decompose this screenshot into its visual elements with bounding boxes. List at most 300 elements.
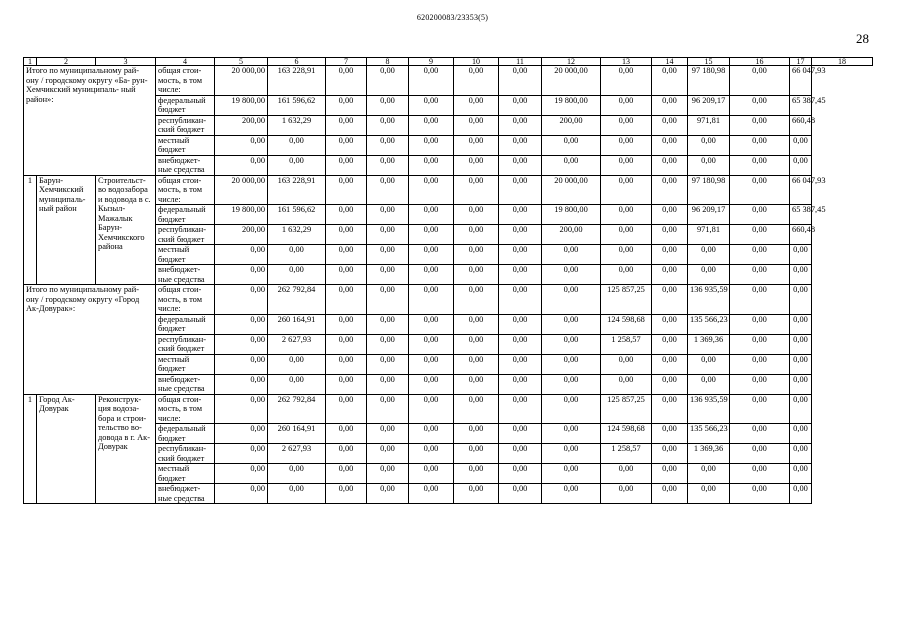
item-row	[24, 394, 873, 424]
amount-cell: 0,00	[730, 354, 790, 374]
amount-cell: 0,00	[268, 374, 326, 394]
amount-cell: 0,00	[730, 205, 790, 225]
amount-cell: 2 627,93	[268, 444, 326, 464]
amount-cell: 0,00	[409, 115, 454, 135]
amount-cell: 20 000,00	[542, 66, 601, 96]
amount-cell: 0,00	[367, 394, 409, 424]
amount-cell: 200,00	[215, 225, 268, 245]
amount-cell: 19 800,00	[215, 205, 268, 225]
amount-cell: 0,00	[688, 245, 730, 265]
column-number: 16	[730, 58, 790, 66]
amount-cell: 0,00	[499, 464, 542, 484]
amount-cell: 97 180,98	[688, 66, 730, 96]
amount-cell: 0,00	[215, 245, 268, 265]
row-number: 1	[24, 394, 37, 504]
amount-cell: 0,00	[454, 314, 499, 334]
amount-cell: 0,00	[790, 285, 812, 315]
amount-cell: 96 209,17	[688, 205, 730, 225]
amount-cell: 0,00	[730, 444, 790, 464]
amount-cell: 0,00	[326, 115, 367, 135]
amount-cell: 0,00	[601, 175, 652, 205]
amount-cell: 0,00	[409, 424, 454, 444]
amount-cell: 0,00	[542, 285, 601, 315]
amount-cell: 0,00	[454, 205, 499, 225]
amount-cell: 0,00	[367, 155, 409, 175]
column-number: 11	[499, 58, 542, 66]
amount-cell: 0,00	[652, 205, 688, 225]
column-number: 10	[454, 58, 499, 66]
amount-cell: 0,00	[454, 175, 499, 205]
amount-cell: 0,00	[367, 66, 409, 96]
amount-cell: 20 000,00	[215, 66, 268, 96]
amount-cell: 0,00	[542, 424, 601, 444]
funding-source-label: федеральный бюджет	[156, 424, 215, 444]
amount-cell: 0,00	[367, 265, 409, 285]
funding-source-label: общая стои- мость, в том числе:	[156, 285, 215, 315]
column-number: 2	[37, 58, 96, 66]
amount-cell: 2 627,93	[268, 334, 326, 354]
amount-cell: 0,00	[409, 95, 454, 115]
amount-cell: 0,00	[542, 464, 601, 484]
amount-cell: 200,00	[215, 115, 268, 135]
amount-cell: 262 792,84	[268, 394, 326, 424]
funding-source-label: внебюджет- ные средства	[156, 484, 215, 504]
amount-cell: 96 209,17	[688, 95, 730, 115]
amount-cell: 0,00	[730, 66, 790, 96]
amount-cell: 0,00	[688, 155, 730, 175]
amount-cell: 0,00	[215, 354, 268, 374]
amount-cell: 0,00	[409, 285, 454, 315]
amount-cell: 0,00	[409, 334, 454, 354]
amount-cell: 0,00	[601, 66, 652, 96]
amount-cell: 0,00	[601, 205, 652, 225]
funding-source-label: республикан- ский бюджет	[156, 115, 215, 135]
amount-cell: 0,00	[730, 155, 790, 175]
amount-cell: 0,00	[542, 394, 601, 424]
amount-cell: 20 000,00	[215, 175, 268, 205]
column-number: 15	[688, 58, 730, 66]
amount-cell: 0,00	[499, 225, 542, 245]
amount-cell: 0,00	[499, 265, 542, 285]
amount-cell: 0,00	[499, 444, 542, 464]
amount-cell: 0,00	[688, 135, 730, 155]
funding-source-label: общая стои- мость, в том числе:	[156, 394, 215, 424]
amount-cell: 0,00	[652, 354, 688, 374]
column-number: 13	[601, 58, 652, 66]
column-number: 8	[367, 58, 409, 66]
amount-cell: 0,00	[454, 464, 499, 484]
amount-cell: 0,00	[326, 464, 367, 484]
amount-cell: 0,00	[499, 135, 542, 155]
amount-cell: 0,00	[367, 354, 409, 374]
amount-cell: 0,00	[601, 484, 652, 504]
amount-cell: 0,00	[367, 464, 409, 484]
amount-cell: 0,00	[499, 374, 542, 394]
amount-cell: 0,00	[268, 245, 326, 265]
amount-cell: 0,00	[454, 155, 499, 175]
amount-cell: 0,00	[730, 95, 790, 115]
amount-cell: 0,00	[730, 225, 790, 245]
amount-cell: 0,00	[326, 334, 367, 354]
amount-cell: 124 598,68	[601, 424, 652, 444]
amount-cell: 1 369,36	[688, 334, 730, 354]
amount-cell: 1 632,29	[268, 115, 326, 135]
amount-cell: 163 228,91	[268, 175, 326, 205]
amount-cell: 161 596,62	[268, 205, 326, 225]
amount-cell: 0,00	[215, 424, 268, 444]
amount-cell: 0,00	[268, 354, 326, 374]
amount-cell: 97 180,98	[688, 175, 730, 205]
amount-cell: 0,00	[730, 374, 790, 394]
funding-source-label: местный бюджет	[156, 245, 215, 265]
amount-cell: 0,00	[454, 424, 499, 444]
amount-cell: 0,00	[730, 334, 790, 354]
amount-cell: 0,00	[652, 424, 688, 444]
amount-cell: 0,00	[652, 66, 688, 96]
amount-cell: 124 598,68	[601, 314, 652, 334]
amount-cell: 0,00	[409, 175, 454, 205]
amount-cell: 0,00	[215, 314, 268, 334]
amount-cell: 0,00	[454, 265, 499, 285]
amount-cell: 0,00	[215, 155, 268, 175]
amount-cell: 0,00	[542, 374, 601, 394]
amount-cell: 1 369,36	[688, 444, 730, 464]
amount-cell: 0,00	[601, 265, 652, 285]
amount-cell: 125 857,25	[601, 285, 652, 315]
amount-cell: 0,00	[215, 444, 268, 464]
amount-cell: 0,00	[367, 205, 409, 225]
amount-cell: 0,00	[542, 334, 601, 354]
amount-cell: 65 387,45	[790, 205, 812, 225]
amount-cell: 0,00	[409, 66, 454, 96]
amount-cell: 0,00	[652, 285, 688, 315]
amount-cell: 0,00	[454, 66, 499, 96]
funding-source-label: внебюджет- ные средства	[156, 374, 215, 394]
amount-cell: 0,00	[367, 374, 409, 394]
amount-cell: 0,00	[326, 205, 367, 225]
amount-cell: 200,00	[542, 115, 601, 135]
amount-cell: 0,00	[499, 424, 542, 444]
amount-cell: 0,00	[499, 334, 542, 354]
column-number: 4	[156, 58, 215, 66]
amount-cell: 0,00	[790, 444, 812, 464]
amount-cell: 0,00	[409, 464, 454, 484]
amount-cell: 0,00	[454, 444, 499, 464]
amount-cell: 0,00	[367, 314, 409, 334]
amount-cell: 0,00	[542, 314, 601, 334]
amount-cell: 0,00	[499, 354, 542, 374]
amount-cell: 0,00	[652, 135, 688, 155]
amount-cell: 0,00	[499, 66, 542, 96]
amount-cell: 0,00	[367, 285, 409, 315]
amount-cell: 0,00	[499, 175, 542, 205]
amount-cell: 0,00	[454, 135, 499, 155]
amount-cell: 0,00	[326, 374, 367, 394]
amount-cell: 125 857,25	[601, 394, 652, 424]
amount-cell: 0,00	[601, 245, 652, 265]
funding-source-label: республикан- ский бюджет	[156, 334, 215, 354]
amount-cell: 0,00	[268, 464, 326, 484]
amount-cell: 0,00	[499, 285, 542, 315]
total-title: Итого по муниципальному рай- ону / городскому округу «Ба- рун-Хемчикский муниципаль- ный район»:	[24, 66, 156, 176]
amount-cell: 0,00	[652, 334, 688, 354]
amount-cell: 0,00	[790, 265, 812, 285]
funding-source-label: местный бюджет	[156, 135, 215, 155]
amount-cell: 0,00	[367, 175, 409, 205]
amount-cell: 0,00	[367, 484, 409, 504]
document-id: 620200083/23353(5)	[416, 13, 489, 22]
amount-cell: 161 596,62	[268, 95, 326, 115]
amount-cell: 0,00	[542, 484, 601, 504]
funding-source-label: внебюджет- ные средства	[156, 155, 215, 175]
amount-cell: 0,00	[652, 95, 688, 115]
amount-cell: 19 800,00	[542, 95, 601, 115]
amount-cell: 0,00	[326, 135, 367, 155]
amount-cell: 0,00	[367, 225, 409, 245]
column-number: 12	[542, 58, 601, 66]
amount-cell: 0,00	[454, 374, 499, 394]
amount-cell: 0,00	[601, 135, 652, 155]
amount-cell: 0,00	[268, 265, 326, 285]
amount-cell: 0,00	[499, 95, 542, 115]
amount-cell: 0,00	[326, 354, 367, 374]
amount-cell: 0,00	[652, 484, 688, 504]
amount-cell: 0,00	[409, 245, 454, 265]
amount-cell: 135 566,23	[688, 314, 730, 334]
amount-cell: 0,00	[454, 484, 499, 504]
amount-cell: 0,00	[499, 155, 542, 175]
total-title: Итого по муниципальному рай- ону / городскому округу «Город Ак-Довурак»:	[24, 285, 156, 395]
amount-cell: 0,00	[542, 444, 601, 464]
amount-cell: 0,00	[326, 314, 367, 334]
amount-cell: 0,00	[326, 444, 367, 464]
column-number: 1	[24, 58, 37, 66]
column-number: 18	[812, 58, 873, 66]
amount-cell: 0,00	[499, 205, 542, 225]
amount-cell: 0,00	[326, 424, 367, 444]
amount-cell: 0,00	[409, 265, 454, 285]
amount-cell: 0,00	[652, 265, 688, 285]
amount-cell: 0,00	[730, 394, 790, 424]
amount-cell: 0,00	[652, 115, 688, 135]
amount-cell: 0,00	[499, 115, 542, 135]
amount-cell: 19 800,00	[215, 95, 268, 115]
amount-cell: 0,00	[652, 155, 688, 175]
amount-cell: 1 632,29	[268, 225, 326, 245]
amount-cell: 0,00	[790, 314, 812, 334]
amount-cell: 0,00	[454, 285, 499, 315]
amount-cell: 0,00	[454, 354, 499, 374]
funding-source-label: общая стои- мость, в том числе:	[156, 66, 215, 96]
amount-cell: 0,00	[215, 334, 268, 354]
column-number-row	[24, 58, 873, 66]
amount-cell: 0,00	[326, 285, 367, 315]
amount-cell: 0,00	[601, 225, 652, 245]
amount-cell: 0,00	[499, 245, 542, 265]
amount-cell: 0,00	[542, 265, 601, 285]
amount-cell: 0,00	[601, 95, 652, 115]
amount-cell: 0,00	[367, 334, 409, 354]
amount-cell: 0,00	[454, 225, 499, 245]
amount-cell: 0,00	[499, 484, 542, 504]
amount-cell: 0,00	[326, 245, 367, 265]
amount-cell: 135 566,23	[688, 424, 730, 444]
total-row	[24, 285, 873, 315]
column-number: 5	[215, 58, 268, 66]
amount-cell: 0,00	[790, 135, 812, 155]
amount-cell: 0,00	[730, 175, 790, 205]
amount-cell: 0,00	[688, 374, 730, 394]
amount-cell: 0,00	[215, 484, 268, 504]
amount-cell: 19 800,00	[542, 205, 601, 225]
amount-cell: 0,00	[215, 285, 268, 315]
amount-cell: 0,00	[409, 314, 454, 334]
amount-cell: 0,00	[454, 245, 499, 265]
funding-source-label: общая стои- мость, в том числе:	[156, 175, 215, 205]
amount-cell: 262 792,84	[268, 285, 326, 315]
amount-cell: 0,00	[601, 115, 652, 135]
column-number: 9	[409, 58, 454, 66]
object-name: Реконструк- ция водоза- бора и строи- тельство во- довода в г. Ак- Довурак	[96, 394, 156, 504]
amount-cell: 0,00	[730, 245, 790, 265]
amount-cell: 0,00	[730, 115, 790, 135]
amount-cell: 0,00	[652, 175, 688, 205]
amount-cell: 660,48	[790, 225, 812, 245]
amount-cell: 0,00	[730, 135, 790, 155]
amount-cell: 0,00	[652, 374, 688, 394]
amount-cell: 971,81	[688, 225, 730, 245]
funding-source-label: республикан- ский бюджет	[156, 444, 215, 464]
municipality-name: Барун- Хемчикский муниципаль- ный район	[37, 175, 96, 285]
column-number: 3	[96, 58, 156, 66]
amount-cell: 0,00	[730, 424, 790, 444]
amount-cell: 0,00	[367, 245, 409, 265]
amount-cell: 136 935,59	[688, 285, 730, 315]
amount-cell: 0,00	[454, 115, 499, 135]
amount-cell: 0,00	[688, 484, 730, 504]
amount-cell: 0,00	[542, 354, 601, 374]
amount-cell: 0,00	[730, 464, 790, 484]
amount-cell: 0,00	[367, 424, 409, 444]
amount-cell: 66 047,93	[790, 66, 812, 96]
funding-source-label: республикан- ский бюджет	[156, 225, 215, 245]
amount-cell: 0,00	[326, 225, 367, 245]
amount-cell: 0,00	[454, 95, 499, 115]
amount-cell: 0,00	[326, 394, 367, 424]
amount-cell: 0,00	[601, 354, 652, 374]
amount-cell: 0,00	[790, 334, 812, 354]
column-number: 7	[326, 58, 367, 66]
amount-cell: 0,00	[790, 245, 812, 265]
financing-table	[23, 57, 873, 504]
amount-cell: 0,00	[215, 374, 268, 394]
page-number: 28	[856, 31, 869, 46]
amount-cell: 20 000,00	[542, 175, 601, 205]
amount-cell: 163 228,91	[268, 66, 326, 96]
amount-cell: 0,00	[790, 424, 812, 444]
amount-cell: 0,00	[268, 484, 326, 504]
amount-cell: 0,00	[730, 285, 790, 315]
amount-cell: 0,00	[409, 484, 454, 504]
amount-cell: 0,00	[730, 314, 790, 334]
amount-cell: 0,00	[409, 155, 454, 175]
amount-cell: 0,00	[601, 374, 652, 394]
item-row	[24, 175, 873, 205]
amount-cell: 0,00	[215, 265, 268, 285]
amount-cell: 136 935,59	[688, 394, 730, 424]
amount-cell: 0,00	[790, 484, 812, 504]
amount-cell: 0,00	[730, 265, 790, 285]
amount-cell: 0,00	[652, 394, 688, 424]
amount-cell: 0,00	[499, 394, 542, 424]
amount-cell: 0,00	[215, 464, 268, 484]
amount-cell: 0,00	[326, 175, 367, 205]
object-name: Строительст- во водозабора и водовода в с. Кызыл- Мажалык Барун- Хемчикского района	[96, 175, 156, 285]
amount-cell: 0,00	[367, 95, 409, 115]
amount-cell: 0,00	[409, 394, 454, 424]
column-number: 17	[790, 58, 812, 66]
amount-cell: 0,00	[601, 155, 652, 175]
amount-cell: 1 258,57	[601, 334, 652, 354]
amount-cell: 0,00	[730, 484, 790, 504]
funding-source-label: федеральный бюджет	[156, 314, 215, 334]
amount-cell: 0,00	[652, 314, 688, 334]
amount-cell: 0,00	[409, 374, 454, 394]
amount-cell: 0,00	[268, 135, 326, 155]
amount-cell: 0,00	[790, 374, 812, 394]
amount-cell: 0,00	[326, 95, 367, 115]
amount-cell: 0,00	[215, 135, 268, 155]
total-row	[24, 66, 873, 96]
amount-cell: 0,00	[367, 444, 409, 464]
amount-cell: 0,00	[326, 265, 367, 285]
amount-cell: 0,00	[542, 135, 601, 155]
amount-cell: 971,81	[688, 115, 730, 135]
column-number: 6	[268, 58, 326, 66]
amount-cell: 0,00	[326, 155, 367, 175]
amount-cell: 0,00	[542, 245, 601, 265]
amount-cell: 200,00	[542, 225, 601, 245]
funding-source-label: внебюджет- ные средства	[156, 265, 215, 285]
amount-cell: 260 164,91	[268, 314, 326, 334]
amount-cell: 0,00	[409, 354, 454, 374]
amount-cell: 0,00	[454, 394, 499, 424]
amount-cell: 0,00	[790, 394, 812, 424]
amount-cell: 0,00	[409, 205, 454, 225]
amount-cell: 0,00	[326, 484, 367, 504]
amount-cell: 0,00	[367, 115, 409, 135]
amount-cell: 0,00	[268, 155, 326, 175]
amount-cell: 0,00	[790, 155, 812, 175]
row-number: 1	[24, 175, 37, 285]
amount-cell: 0,00	[688, 354, 730, 374]
amount-cell: 0,00	[454, 334, 499, 354]
amount-cell: 65 387,45	[790, 95, 812, 115]
amount-cell: 0,00	[652, 225, 688, 245]
amount-cell: 260 164,91	[268, 424, 326, 444]
amount-cell: 0,00	[790, 354, 812, 374]
amount-cell: 0,00	[367, 135, 409, 155]
funding-source-label: федеральный бюджет	[156, 95, 215, 115]
municipality-name: Город Ак- Довурак	[37, 394, 96, 504]
amount-cell: 0,00	[542, 155, 601, 175]
amount-cell: 0,00	[409, 135, 454, 155]
column-number: 14	[652, 58, 688, 66]
amount-cell: 0,00	[326, 66, 367, 96]
amount-cell: 0,00	[409, 444, 454, 464]
amount-cell: 660,48	[790, 115, 812, 135]
funding-source-label: местный бюджет	[156, 354, 215, 374]
